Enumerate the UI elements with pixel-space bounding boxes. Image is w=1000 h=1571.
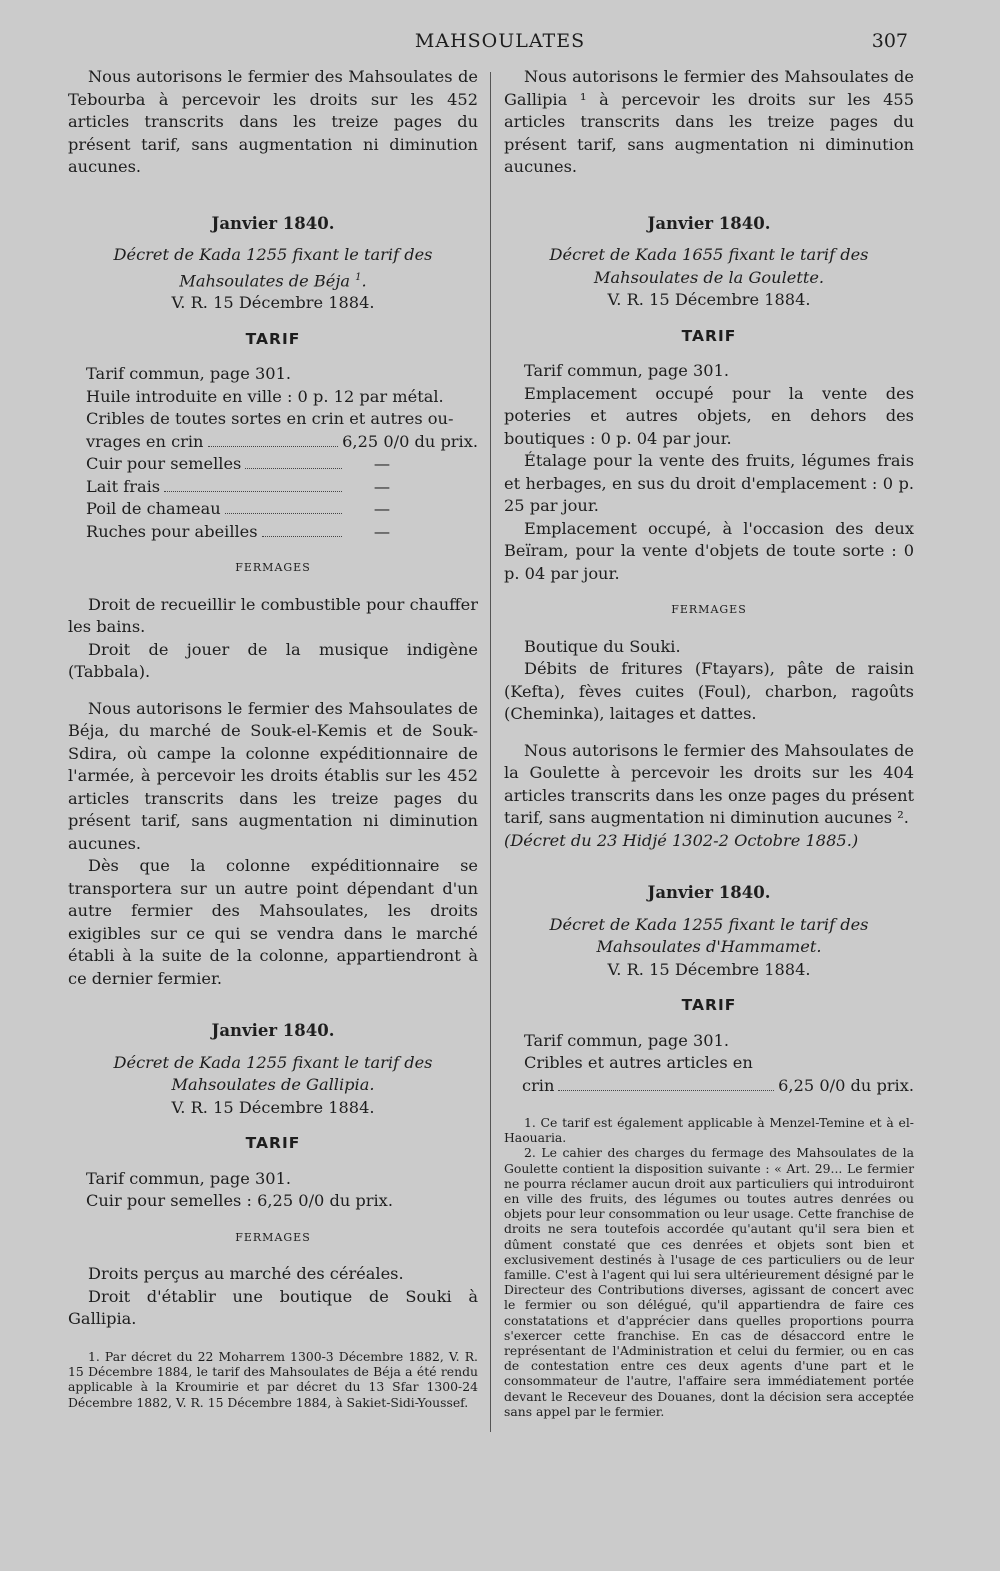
tarif-item [68,431,478,454]
item-label: Lait frais [86,476,161,496]
tarif-line: Tarif commun, page 301. [524,361,730,380]
leader-dots [208,446,339,447]
leader-dots [245,468,342,469]
page-number: 307 [871,30,908,52]
tarif-item [68,521,418,544]
footnotes [504,1115,914,1419]
tarif-line: Cuir pour semelles : 6,25 0/0 du prix. [86,1191,393,1211]
footnote: 2. Le cahier des charges du fermage des Mahsoulates de la Goulette contient la disposition suivante : « Art. 29... Le fermier ne pourra réclamer aucun droit aux particuliers qui introduiront en ville des fruits, des légumes ou toutes autres denrées ou objets pour leur consommation ou leur usage. Cette franchise de droits ne sera toutefois accordée qu'autant qu'il sera bien et dûment constaté que ces denrées et objets sont bien et exclusivement destinés à l'usage de ces particuliers ou de leur famille. C'est à l'agent qui lui sera ultérieurement désigné par le Directeur des Contributions diverses, agissant de concert avec le fermier ou son délégué, qu'il appartiendra de faire ces constatations et d'apprécier dans quelles proportions pourra s'exercer cette franchise. En cas de désaccord entre le représentant de l'Administration et celui du fermier, ou en cas de contestation entre ces deux agents d'une part et le consommateur de l'autre, l'affaire sera immédiatement portée devant le Receveur des Douanes, dont la décision sera acceptée sans appel par le fermier. [504,1145,914,1419]
leader-dots [262,536,342,537]
item-label: Cuir pour semelles [86,454,242,474]
fermage-item: Débits de fritures (Ftayars), pâte de raisin (Kefta), fèves cuites (Foul), charbon, ragoûts (Cheminka), laitages et dattes. [504,659,914,723]
item-value: 6,25 0/0 du prix. [778,1075,914,1095]
decree-citation: (Décret du 23 Hidjé 1302-2 Octobre 1885.) [504,830,859,850]
left-column [68,66,478,1410]
fermage-item: Droits perçus au marché des céréales. [88,1264,404,1284]
item-value: — [373,476,391,496]
tarif-line: Emplacement occupé, à l'occasion des deux Beïram, pour la vente d'objets de toute sorte : 0 p. 04 par jour. [504,518,914,583]
tarif-heading: TARIF [681,996,737,1014]
intro-paragraph: Nous autorisons le fermier des Mahsoulates de Gallipia ¹ à percevoir les droits sur les 455 articles transcrits dans les treize pages du présent tarif, sans augmentation ni diminution aucunes. [504,67,914,176]
tarif-line: Tarif commun, page 301. [86,364,292,384]
fermage-item: Droit d'établir une boutique de Souki à Gallipia. [68,1286,478,1329]
decree-title: Décret de Kada 1255 fixant le tarif des Mahsoulates de Béja $^1$. [113,245,433,290]
tarif-heading: TARIF [245,329,301,348]
footnotes [68,1349,478,1410]
decree-ref: V. R. 15 Décembre 1884. [607,959,811,979]
section-date: Janvier 1840. [211,213,335,233]
footnote-ref: 1 [355,271,362,283]
leader-dots [164,491,342,492]
tarif-heading: TARIF [681,326,737,345]
decree-title: Décret de Kada 1255 fixant le tarif des Mahsoulates de Gallipia. [113,1052,433,1095]
item-label: Ruches pour abeilles [86,521,258,541]
fermages-heading: FERMAGES [235,561,311,575]
tarif-heading: TARIF [245,1134,301,1153]
fermage-item: Boutique du Souki. [524,636,681,656]
fermages-heading: FERMAGES [235,1230,311,1244]
tarif-item [504,1075,914,1098]
footnote: 1. Ce tarif est également applicable à Menzel-Temine et à el-Haouaria. [504,1115,914,1146]
body-paragraph: Nous autorisons le fermier des Mahsoulates de Béja, du marché de Souk-el-Kemis et de Souk-Sdira, où campe la colonne expéditionnaire de l'armée, à percevoir les droits établis sur les 452 articles transcrits dans les treize pages du présent tarif, sans augmentation ni diminution aucunes. [68,698,478,853]
item-label: Poil de chameau [86,499,221,519]
item-label: crin [522,1075,555,1095]
tarif-line: Huile introduite en ville : 0 p. 12 par métal. [86,386,444,406]
item-label: vrages en crin [86,431,204,451]
item-value: — [373,521,391,541]
body-paragraph: Nous autorisons le fermier des Mahsoulates de la Goulette à percevoir les droits sur les 404 articles transcrits dans les onze pages du présent tarif, sans augmentation ni diminution aucunes ². [504,740,914,827]
section-date: Janvier 1840. [647,883,771,902]
tarif-line: Tarif commun, page 301. [86,1168,292,1188]
tarif-item [68,498,418,521]
tarif-line: Étalage pour la vente des fruits, légumes frais et herbages, en sus du droit d'emplacement : 0 p. 25 par jour. [504,451,914,515]
item-value: — [373,454,391,474]
body-paragraph: Dès que la colonne expéditionnaire se transportera sur un autre point dépendant d'un autre fermier des Mahsoulates, les droits exigibles sur ce qui se vendra dans le marché établi à la suite de la colonne, appartiendront à ce dernier fermier. [68,856,478,988]
tarif-line: Cribles et autres articles en [524,1053,753,1072]
right-column [504,66,914,1419]
fermage-item: Droit de jouer de la musique indigène (Tabbala). [68,639,478,682]
tarif-line: Emplacement occupé pour la vente des poteries et autres objets, en dehors des boutiques : 0 p. 04 par jour. [504,383,914,448]
decree-ref: V. R. 15 Décembre 1884. [171,1097,375,1117]
tarif-line: Cribles de toutes sortes en crin et autres ou- [86,409,454,429]
decree-ref: V. R. 15 Décembre 1884. [171,293,375,313]
item-value: — [373,499,391,519]
leader-dots [225,513,342,514]
decree-ref: V. R. 15 Décembre 1884. [607,290,811,309]
tarif-line: Tarif commun, page 301. [524,1030,730,1050]
leader-dots [558,1090,774,1091]
section-date: Janvier 1840. [211,1021,335,1041]
intro-paragraph: Nous autorisons le fermier des Mahsoulates de Tebourba à percevoir les droits sur les 452 articles transcrits dans les treize pages du présent tarif, sans augmentation ni diminution aucunes. [68,67,478,176]
fermages-heading: FERMAGES [671,603,747,616]
tarif-item [68,476,418,499]
section-date: Janvier 1840. [647,213,771,233]
tarif-item [68,453,418,476]
running-head: MAHSOULATES [414,30,586,52]
fermage-item: Droit de recueillir le combustible pour chauffer les bains. [68,594,478,637]
item-value: 6,25 0/0 du prix. [342,431,478,451]
decree-title: Décret de Kada 1255 fixant le tarif des Mahsoulates d'Hammamet. [549,914,869,956]
footnote: 1. Par décret du 22 Moharrem 1300-3 Décembre 1882, V. R. 15 Décembre 1884, le tarif des Mahsoulates de Béja a été rendu applicable à la Kroumirie et par décret du 13 Sfar 1300-24 Décembre 1882, V. R. 15 Décembre 1884, à Sakiet-Sidi-Youssef. [68,1348,478,1410]
column-divider [490,72,491,1432]
decree-title: Décret de Kada 1655 fixant le tarif des Mahsoulates de la Goulette. [549,245,869,287]
